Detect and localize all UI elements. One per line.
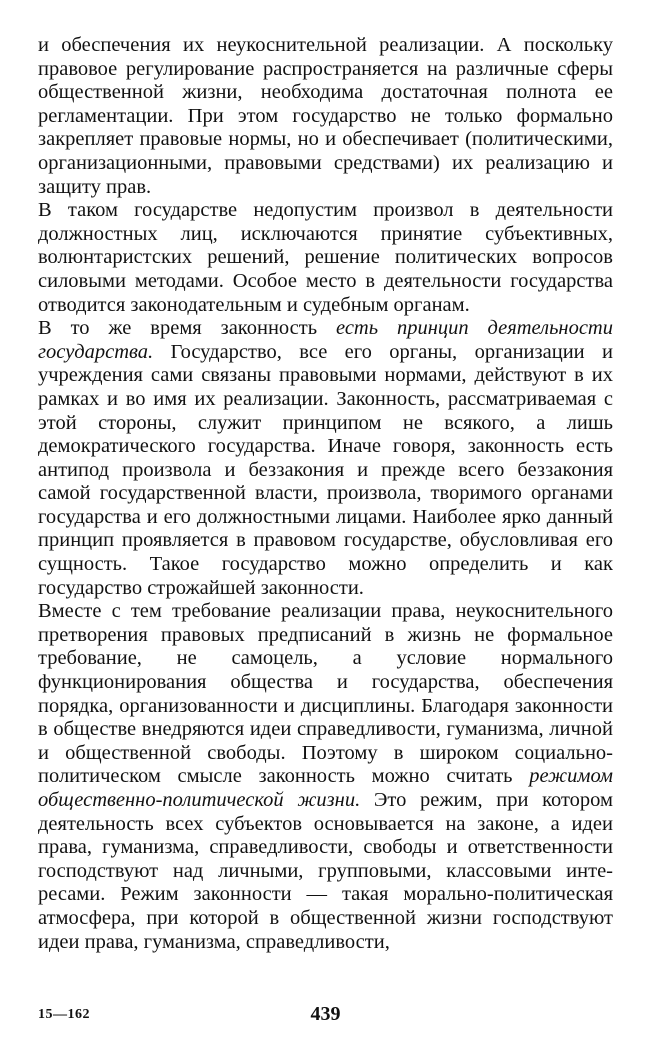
text-run: и обеспечения их неукоснительной реализации. А поскольку правовое регулирование распространяется на различные сферы общественной жизни, необходима достаточная полнота ее регламентации. При этом государство не только формально закрепляет правовые нормы, но и обеспечивает (политическими, организационными, правовыми средствами) их реализацию и защиту прав. bbox=[38, 34, 613, 198]
emphasized-text: есть принцип деятельности государства. bbox=[38, 317, 613, 363]
text-run: Государство, все его органы, организации и учреждения сами связаны правовыми нормами, действуют в их рамках и во имя их реализации. Законность, рассматриваемая с этой стороны, служит принципом не всякого, а лишь демократического государства. Иначе говоря, законность есть антипод произвола и беззакония и прежде всего беззакония самой государственной власти, произвола, творимого органами государства и его должностными лицами. Наиболее ярко данный принцип проявляется в правовом государстве, обусловливая его сущность. Такое государство можно определить и как государство строжайшей законности. bbox=[38, 340, 613, 599]
text-run: Вместе с тем требование реализации права, неукоснительного претворения правовых предписаний в жизнь не формальное требование, не самоцель, а условие нормального функционирования общества и государства, обеспечения порядка, организованности и дисциплины. Благодаря законности в обществе внедряются идеи справедливости, гуманизма, личной и общественной свободы. Поэтому в широком социально-политическом смысле законность можно считать bbox=[38, 600, 613, 788]
paragraph-4 bbox=[38, 600, 613, 954]
emphasized-text: режимом общественно-политической жизни. bbox=[38, 765, 613, 811]
paragraph-2 bbox=[38, 199, 613, 317]
text-run: Это режим, при котором деятельность всех субъектов основывается на законе, а идеи права, гуманизма, справедливости, свободы и ответственности господствуют над личными, групповыми, классовыми интересами. Режим законности — такая морально-политическая атмосфера, при которой в общественной жизни господствуют идеи права, гуманизма, справедливости, bbox=[38, 789, 614, 953]
paragraph-1 bbox=[38, 34, 613, 199]
signature-mark: 15—162 bbox=[38, 1007, 90, 1022]
text-run: В то же время законность bbox=[38, 317, 336, 340]
page-footer bbox=[38, 1003, 613, 1029]
text-run: В таком государстве недопустим произвол в деятельности должностных лиц, исключаются принятие субъективных, волюнтаристских решений, решение политических вопросов силовыми методами. Особое место в деятельности государства отводится законодательным и судебным органам. bbox=[38, 199, 613, 316]
paragraph-3 bbox=[38, 317, 613, 600]
page-number: 439 bbox=[310, 1003, 341, 1025]
